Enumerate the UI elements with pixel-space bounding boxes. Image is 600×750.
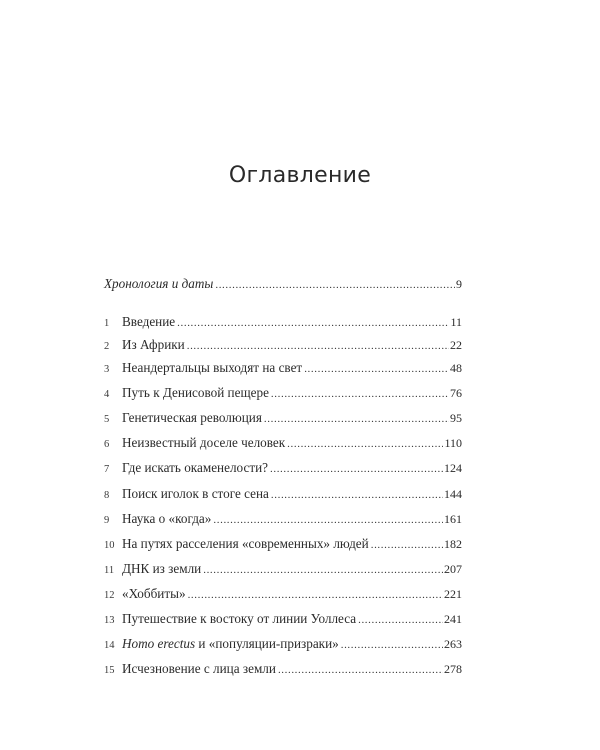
toc-entry-1[interactable] bbox=[104, 312, 462, 332]
toc-entry-2[interactable] bbox=[104, 335, 462, 355]
chapter-number: 10 bbox=[104, 540, 115, 551]
chapter-number: 5 bbox=[104, 414, 110, 425]
dot-leader bbox=[271, 485, 443, 505]
dot-leader bbox=[188, 585, 443, 605]
toc-entry-page: 241 bbox=[444, 612, 462, 626]
dot-leader bbox=[278, 660, 443, 680]
dot-leader bbox=[203, 560, 443, 580]
toc-entry-page: 207 bbox=[444, 562, 462, 576]
toc-entry-11[interactable] bbox=[104, 559, 462, 579]
toc-entry-page: 110 bbox=[444, 436, 462, 450]
dot-leader bbox=[304, 359, 449, 379]
toc-entry-page: 278 bbox=[444, 662, 462, 676]
toc-entry-4[interactable] bbox=[104, 383, 462, 403]
chapter-number: 9 bbox=[104, 515, 110, 526]
chapter-number: 6 bbox=[104, 439, 110, 450]
toc-entry-page: 161 bbox=[444, 512, 462, 526]
toc-entry-label: ДНК из земли bbox=[122, 561, 202, 576]
dot-leader bbox=[264, 409, 449, 429]
toc-entry-12[interactable] bbox=[104, 584, 462, 604]
dot-leader bbox=[287, 434, 443, 454]
toc-entry-label: Из Африки bbox=[122, 337, 185, 352]
toc-entry-label: Хронология и даты bbox=[104, 276, 214, 291]
toc-entry-page: 144 bbox=[444, 487, 462, 501]
dot-leader bbox=[341, 635, 443, 655]
toc-entry-label: На путях расселения «современных» людей bbox=[122, 536, 369, 551]
toc-entry-label: Поиск иголок в стоге сена bbox=[122, 486, 269, 501]
chapter-number: 14 bbox=[104, 640, 115, 651]
toc-entry-page: 76 bbox=[450, 386, 462, 400]
dot-leader bbox=[215, 275, 455, 295]
toc-entry-label: Путь к Денисовой пещере bbox=[122, 385, 269, 400]
toc-entry-page: 221 bbox=[444, 587, 462, 601]
chapter-number: 8 bbox=[104, 490, 110, 501]
dot-leader bbox=[358, 610, 443, 630]
toc-entry-page: 95 bbox=[450, 411, 462, 425]
toc-entry-6[interactable] bbox=[104, 433, 462, 453]
dot-leader bbox=[187, 336, 449, 356]
chapter-number: 15 bbox=[104, 665, 115, 676]
toc-entry-page: 182 bbox=[444, 537, 462, 551]
toc-entry-7[interactable] bbox=[104, 458, 462, 478]
toc-entry-label: Исчезновение с лица земли bbox=[122, 661, 276, 676]
toc-entry-3[interactable] bbox=[104, 358, 462, 378]
toc-entry-label: «Хоббиты» bbox=[122, 586, 186, 601]
toc-entry-8[interactable] bbox=[104, 484, 462, 504]
chapter-number: 1 bbox=[104, 318, 110, 329]
toc-entry-13[interactable] bbox=[104, 609, 462, 629]
toc-entry-page: 22 bbox=[450, 338, 462, 352]
dot-leader bbox=[177, 313, 449, 333]
dot-leader bbox=[371, 535, 443, 555]
toc-entry-15[interactable] bbox=[104, 659, 462, 679]
toc-entry-label-rest: и «популяции-призраки» bbox=[195, 636, 339, 651]
toc-entry-page: 48 bbox=[450, 361, 462, 375]
toc-entry-chronology[interactable] bbox=[104, 274, 462, 294]
toc-entry-label: Неизвестный доселе человек bbox=[122, 435, 286, 450]
dot-leader bbox=[271, 384, 449, 404]
toc-entry-14[interactable] bbox=[104, 634, 462, 654]
toc-entry-page: 124 bbox=[444, 461, 462, 475]
chapter-number: 12 bbox=[104, 590, 115, 601]
chapter-number: 4 bbox=[104, 389, 110, 400]
toc-entry-label: Наука о «когда» bbox=[122, 511, 212, 526]
toc-entry-9[interactable] bbox=[104, 509, 462, 529]
toc-entry-label: Где искать окаменелости? bbox=[122, 460, 268, 475]
toc-entry-label bbox=[122, 634, 341, 654]
toc-entry-label-italic: Homo erectus bbox=[122, 636, 196, 651]
chapter-number: 11 bbox=[104, 565, 115, 576]
toc-entry-5[interactable] bbox=[104, 408, 462, 428]
toc-entry-page: 11 bbox=[450, 315, 462, 329]
toc-entry-label: Неандертальцы выходят на свет bbox=[122, 360, 303, 375]
toc-entry-label: Введение bbox=[122, 314, 176, 329]
chapter-number: 2 bbox=[104, 341, 110, 352]
toc-entry-page: 9 bbox=[456, 277, 462, 291]
chapter-number: 3 bbox=[104, 364, 110, 375]
dot-leader bbox=[213, 510, 443, 530]
chapter-number: 13 bbox=[104, 615, 115, 626]
toc-entry-label: Генетическая революция bbox=[122, 410, 262, 425]
dot-leader bbox=[270, 459, 443, 479]
toc-entry-10[interactable] bbox=[104, 534, 462, 554]
toc-entry-label: Путешествие к востоку от линии Уоллеса bbox=[122, 611, 357, 626]
page-title: Оглавление bbox=[228, 163, 372, 188]
chapter-number: 7 bbox=[104, 464, 110, 475]
toc-entry-page: 263 bbox=[444, 637, 462, 651]
